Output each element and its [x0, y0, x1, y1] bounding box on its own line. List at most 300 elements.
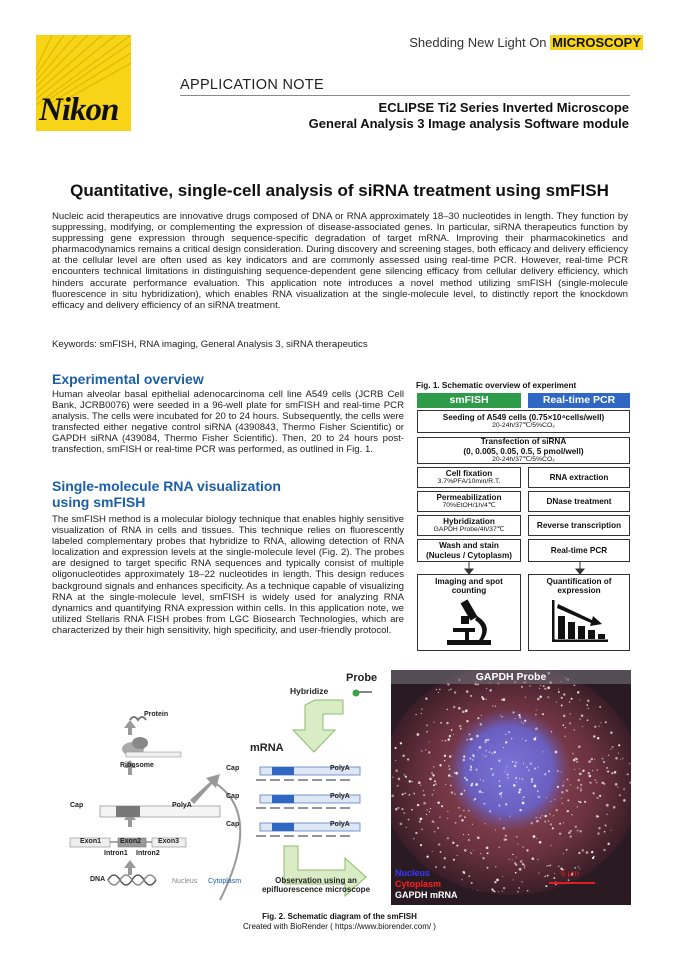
mrna-spot — [523, 796, 525, 798]
mrna-spot — [437, 827, 439, 829]
mrna-spot — [453, 706, 456, 709]
mrna-spot — [420, 817, 423, 820]
mrna-spot — [593, 735, 595, 737]
mrna-spot — [464, 777, 466, 779]
mrna-spot — [521, 686, 523, 688]
mrna-spot — [521, 881, 522, 882]
mrna-spot — [610, 749, 611, 750]
mrna-spot — [492, 705, 493, 706]
mrna-spot — [421, 708, 422, 709]
mrna-spot — [455, 772, 458, 775]
mrna-spot — [404, 774, 405, 775]
bar-chart-icon — [548, 598, 610, 644]
mrna-spot — [409, 794, 411, 796]
mrna-spot — [473, 756, 474, 757]
mrna-spot — [539, 696, 542, 699]
mrna-spot — [599, 795, 601, 797]
mrna-spot — [544, 876, 545, 877]
mrna-spot — [613, 806, 616, 809]
mrna-spot — [515, 863, 517, 865]
mrna-spot — [570, 836, 572, 838]
mrna-spot — [559, 823, 561, 825]
mrna-spot — [470, 766, 472, 768]
mrna-spot — [519, 778, 520, 779]
mrna-spot — [521, 721, 522, 722]
mrna-spot — [459, 725, 462, 728]
mrna-spot — [455, 822, 457, 824]
fig1-step-reverse-transcription: Reverse transcription — [528, 515, 630, 536]
mrna-spot — [536, 710, 537, 711]
mrna-spot — [519, 809, 521, 811]
mrna-spot — [469, 734, 471, 736]
mrna-spot — [553, 877, 555, 879]
mrna-spot — [577, 691, 579, 693]
mrna-spot — [458, 707, 461, 710]
mrna-spot — [404, 792, 406, 794]
mrna-spot — [463, 759, 466, 762]
mrna-spot — [487, 852, 489, 854]
label-polya-2: PolyA — [330, 765, 350, 772]
mrna-spot — [522, 738, 523, 739]
mrna-spot — [597, 832, 599, 834]
mrna-spot — [551, 731, 552, 732]
mrna-spot — [471, 767, 472, 768]
mrna-spot — [580, 801, 582, 803]
fig1-down-arrows-icon — [417, 562, 630, 574]
mrna-spot — [421, 750, 423, 752]
mrna-spot — [561, 697, 563, 699]
mrna-spot — [552, 827, 554, 829]
mrna-spot — [415, 832, 417, 834]
mrna-spot — [614, 771, 617, 774]
mrna-spot — [411, 781, 412, 782]
mrna-spot — [417, 804, 419, 806]
mrna-spot — [437, 801, 439, 803]
mrna-spot — [446, 722, 448, 724]
mrna-spot — [461, 819, 463, 821]
micrograph-title: GAPDH Probe — [391, 670, 631, 684]
mrna-spot — [522, 778, 523, 779]
mrna-spot — [550, 801, 551, 802]
mrna-spot — [519, 716, 521, 718]
mrna-spot — [480, 853, 481, 854]
mrna-spot — [402, 793, 404, 795]
mrna-spot — [439, 689, 441, 691]
mrna-spot — [473, 799, 475, 801]
mrna-spot — [599, 725, 600, 726]
mrna-spot — [492, 752, 494, 754]
fig1-step-pcr: Real-time PCR — [528, 539, 630, 562]
label-mrna: mRNA — [250, 742, 284, 754]
label-polya-4: PolyA — [330, 821, 350, 828]
mrna-spot — [512, 879, 513, 880]
mrna-spot — [596, 782, 598, 784]
mrna-spot — [477, 717, 479, 719]
mrna-spot — [466, 720, 468, 722]
mrna-spot — [511, 738, 512, 739]
mrna-spot — [600, 722, 601, 723]
section-heading-overview: Experimental overview — [52, 371, 204, 387]
mrna-spot — [607, 843, 610, 846]
mrna-spot — [434, 780, 436, 782]
mrna-spot — [503, 747, 504, 748]
mrna-spot — [537, 790, 539, 792]
mrna-spot — [456, 845, 458, 847]
mrna-spot — [409, 780, 411, 782]
mrna-spot — [537, 698, 540, 701]
mrna-spot — [458, 807, 460, 809]
mrna-spot — [418, 781, 421, 784]
fig1-step-rna-extraction: RNA extraction — [528, 467, 630, 488]
mrna-spot — [498, 804, 500, 806]
mrna-spot — [597, 737, 599, 739]
mrna-spot — [627, 773, 629, 775]
mrna-spot — [451, 776, 452, 777]
mrna-spot — [618, 752, 619, 753]
mrna-spot — [558, 866, 559, 867]
mrna-spot — [405, 775, 407, 777]
mrna-spot — [460, 728, 462, 730]
mrna-spot — [579, 773, 582, 776]
mrna-spot — [526, 767, 527, 768]
mrna-spot — [575, 826, 577, 828]
mrna-spot — [610, 732, 612, 734]
mrna-spot — [507, 777, 508, 778]
mrna-spot — [482, 792, 483, 793]
mrna-spot — [524, 720, 526, 722]
mrna-spot — [449, 735, 451, 737]
mrna-spot — [444, 857, 446, 859]
mrna-spot — [525, 696, 526, 697]
mrna-spot — [615, 783, 618, 786]
mrna-spot — [473, 850, 474, 851]
mrna-spot — [466, 709, 468, 711]
mrna-spot — [453, 734, 454, 735]
gapdh-micrograph — [391, 670, 631, 905]
mrna-spot — [522, 863, 524, 865]
mrna-spot — [572, 753, 574, 755]
mrna-spot — [454, 691, 456, 693]
mrna-spot — [402, 755, 403, 756]
mrna-spot — [502, 698, 505, 701]
mrna-spot — [558, 691, 560, 693]
mrna-spot — [579, 700, 580, 701]
mrna-spot — [531, 822, 533, 824]
mrna-spot — [519, 789, 521, 791]
mrna-spot — [571, 814, 572, 815]
mrna-spot — [454, 772, 455, 773]
label-cap-3: Cap — [226, 793, 240, 800]
mrna-spot — [570, 830, 572, 832]
mrna-spot — [501, 716, 503, 718]
mrna-spot — [508, 731, 510, 733]
mrna-spot — [505, 734, 506, 735]
mrna-spot — [433, 722, 434, 723]
mrna-spot — [578, 801, 580, 803]
mrna-spot — [518, 714, 520, 716]
mrna-spot — [480, 723, 482, 725]
legend-cytoplasm: Cytoplasm — [395, 879, 442, 889]
mrna-spot — [586, 704, 588, 706]
mrna-spot — [492, 775, 493, 776]
mrna-spot — [578, 866, 579, 867]
mrna-spot — [509, 859, 510, 860]
mrna-spot — [542, 815, 543, 816]
mrna-spot — [561, 772, 562, 773]
label-cytoplasm: Cytoplasm — [208, 878, 242, 885]
mrna-spot — [620, 759, 621, 760]
mrna-spot — [464, 816, 466, 818]
mrna-spot — [487, 739, 489, 741]
mrna-spot — [539, 688, 540, 689]
label-cap-4: Cap — [226, 821, 240, 828]
mrna-spot — [538, 767, 539, 768]
mrna-spot — [598, 816, 600, 818]
mrna-spot — [450, 689, 451, 690]
mrna-spot — [498, 760, 500, 762]
mrna-spot — [408, 819, 410, 821]
mrna-spot — [520, 860, 523, 863]
label-hybridize: Hybridize — [290, 686, 329, 696]
mrna-spot — [540, 817, 542, 819]
mrna-spot — [466, 779, 469, 782]
mrna-spot — [561, 705, 563, 707]
mrna-spot — [516, 777, 518, 779]
mrna-spot — [544, 773, 546, 775]
mrna-spot — [504, 771, 505, 772]
mrna-spot — [420, 785, 421, 786]
mrna-spot — [578, 852, 580, 854]
mrna-spot — [545, 885, 547, 887]
mrna-spot — [425, 749, 426, 750]
mrna-spot — [447, 738, 450, 741]
mrna-spot — [484, 803, 486, 805]
mrna-spot — [592, 770, 593, 771]
mrna-spot — [567, 779, 569, 781]
mrna-spot — [524, 867, 525, 868]
mrna-spot — [489, 810, 491, 812]
mrna-spot — [571, 698, 573, 700]
fig2-caption: Fig. 2. Schematic diagram of the smFISH Created with BioRender ( https://www.biorender.com/ ) — [243, 912, 436, 931]
mrna-spot — [401, 808, 403, 810]
mrna-spot — [574, 769, 575, 770]
hybridize-arrow-icon — [293, 700, 343, 752]
mrna-spot — [506, 766, 507, 767]
mrna-spot — [490, 690, 492, 692]
mrna-spot — [522, 802, 525, 805]
mrna-spot — [603, 761, 605, 763]
mrna-spot — [439, 816, 441, 818]
mrna-spot — [471, 882, 473, 884]
legend-gapdh: GAPDH mRNA — [395, 890, 458, 900]
mrna-spot — [444, 760, 445, 761]
mrna-spot — [612, 746, 614, 748]
mrna-spot — [542, 713, 544, 715]
mrna-spot — [439, 764, 441, 766]
scale-bar-label: 5 μm — [561, 869, 579, 878]
mrna-spot — [547, 686, 550, 689]
mrna-spot — [540, 685, 541, 686]
mrna-spot — [566, 789, 569, 792]
mrna-spot — [549, 813, 551, 815]
mrna-spot — [502, 876, 503, 877]
mrna-spot — [398, 778, 401, 781]
mrna-spot — [596, 797, 598, 799]
mrna-spot — [606, 804, 609, 807]
mrna-spot — [579, 718, 580, 719]
mrna-spot — [623, 788, 625, 790]
mrna-spot — [500, 715, 501, 716]
mrna-spot — [395, 747, 397, 749]
mrna-spot — [495, 705, 497, 707]
mrna-spot — [466, 739, 468, 741]
mrna-spot — [391, 794, 394, 797]
mrna-spot — [468, 834, 469, 835]
mrna-spot — [448, 765, 450, 767]
mrna-spot — [535, 714, 536, 715]
mrna-spot — [496, 879, 499, 882]
mrna-spot — [490, 768, 492, 770]
mrna-spot — [594, 779, 596, 781]
section-heading-smfish: Single-molecule RNA visualization using smFISH — [52, 478, 281, 510]
mrna-spot — [593, 856, 595, 858]
mrna-spot — [472, 759, 474, 761]
mrna-spot — [433, 790, 434, 791]
mrna-spot — [489, 751, 491, 753]
mrna-spot — [587, 700, 589, 702]
mrna-spot — [569, 722, 571, 724]
mrna-spot — [501, 796, 502, 797]
legend-nucleus: Nucleus — [395, 868, 431, 878]
mrna-spot — [429, 778, 432, 781]
mrna-spot — [544, 821, 546, 823]
label-exon3: Exon3 — [158, 838, 180, 845]
probe-dot-icon — [353, 690, 360, 697]
mrna-spot — [605, 824, 607, 826]
mrna-spot — [570, 784, 571, 785]
mrna-spot — [447, 811, 448, 812]
microscope-icon — [439, 598, 499, 646]
mrna-spot — [533, 738, 536, 741]
mrna-spot — [580, 784, 582, 786]
mrna-spot — [468, 839, 470, 841]
mrna-spot — [577, 830, 579, 832]
mrna-spot — [523, 865, 525, 867]
mrna-spot — [517, 844, 518, 845]
overview-paragraph: Human alveolar basal epithelial adenocarcinoma cell line A549 cells (JCRB Cell Bank, JCRB0076) were seeded in a 96-well plate for smFISH and real-time PCR analysis. The cells were incubated for 20 to 24 hours. Subsequently, the cells were transfected either negative control siRNA (4390843, Thermo Fisher Scientific) or GAPDH siRNA (439084, Thermo Fisher Scientific). Then, 20 to 24 hours post-transfection, smFISH or real-time PCR was performed, as outlined in Fig. 1. — [52, 389, 404, 456]
fig1-step-seeding: Seeding of A549 cells (0.75×10⁴cells/well) 20-24h/37℃/5%CO₂ — [417, 410, 630, 433]
mrna-spot — [494, 881, 496, 883]
mrna-spot — [515, 872, 517, 874]
mrna-spot — [448, 689, 449, 690]
mrna-spot — [539, 841, 542, 844]
mrna-spot — [555, 809, 557, 811]
mrna-spot — [505, 835, 507, 837]
mrna-spot — [486, 688, 487, 689]
mrna-spot — [553, 815, 554, 816]
mrna-spot — [460, 793, 463, 796]
mrna-spot — [564, 782, 565, 783]
label-intron2: Intron2 — [136, 850, 160, 857]
mrna-spot — [505, 741, 507, 743]
mrna-spot — [452, 842, 454, 844]
mrna-spot — [397, 785, 399, 787]
mrna-spot — [395, 769, 398, 772]
mrna-spot — [565, 727, 566, 728]
mrna-spot — [582, 770, 584, 772]
mrna-spot — [432, 851, 433, 852]
mrna-spot — [509, 816, 510, 817]
mrna-spot — [535, 727, 538, 730]
mrna-spot — [513, 711, 515, 713]
mrna-spot — [535, 817, 537, 819]
mrna-spot — [530, 763, 532, 765]
mrna-spot — [584, 801, 586, 803]
mrna-spot — [548, 770, 550, 772]
mrna-spot — [462, 871, 464, 873]
mrna-spot — [499, 818, 500, 819]
mrna-spot — [582, 726, 583, 727]
mrna-spot — [499, 785, 501, 787]
mrna-spot — [604, 831, 606, 833]
mrna-spot — [546, 865, 547, 866]
mrna-spot — [423, 790, 424, 791]
fig1-step-wash: Wash and stain (Nucleus / Cytoplasm) — [417, 539, 521, 562]
mrna-spot — [493, 773, 495, 775]
mrna-spot — [434, 831, 436, 833]
nikon-logo — [36, 35, 131, 131]
mrna-spot — [594, 759, 595, 760]
mrna-spot — [406, 827, 407, 828]
fig1-step-permeabilization: Permeabilization 70%EtOH/1h/4℃ — [417, 491, 521, 512]
label-nucleus: Nucleus — [172, 878, 198, 885]
mrna-spot — [599, 706, 601, 708]
mrna-spot — [487, 867, 489, 869]
mrna-spot — [475, 783, 478, 786]
mrna-spot — [562, 724, 564, 726]
mrna-spot — [608, 755, 609, 756]
mrna-spot — [486, 699, 487, 700]
mrna-spot — [417, 733, 420, 736]
mrna-spot — [423, 802, 426, 805]
mrna-spot — [562, 803, 563, 804]
mrna-spot — [426, 731, 428, 733]
mrna-spot — [433, 821, 434, 822]
mrna-spot — [615, 757, 618, 760]
mrna-spot — [400, 823, 403, 826]
mrna-spot — [449, 755, 451, 757]
mrna-spot — [435, 783, 437, 785]
mrna-spot — [555, 884, 556, 885]
mrna-spot — [518, 887, 520, 889]
mrna-spot — [435, 866, 437, 868]
mrna-spot — [471, 853, 472, 854]
mrna-spot — [413, 838, 414, 839]
mrna-spot — [447, 837, 449, 839]
mrna-spot — [575, 758, 577, 760]
mrna-spot — [580, 788, 581, 789]
mrna-spot — [607, 770, 609, 772]
mrna-spot — [567, 810, 569, 812]
mrna-spot — [598, 827, 600, 829]
mrna-spot — [517, 891, 518, 892]
mrna-spot — [395, 808, 398, 811]
mrna-spot — [569, 701, 570, 702]
mrna-spot — [468, 810, 470, 812]
mrna-spot — [606, 814, 607, 815]
mrna-spot — [569, 713, 571, 715]
mrna-spot — [580, 789, 582, 791]
